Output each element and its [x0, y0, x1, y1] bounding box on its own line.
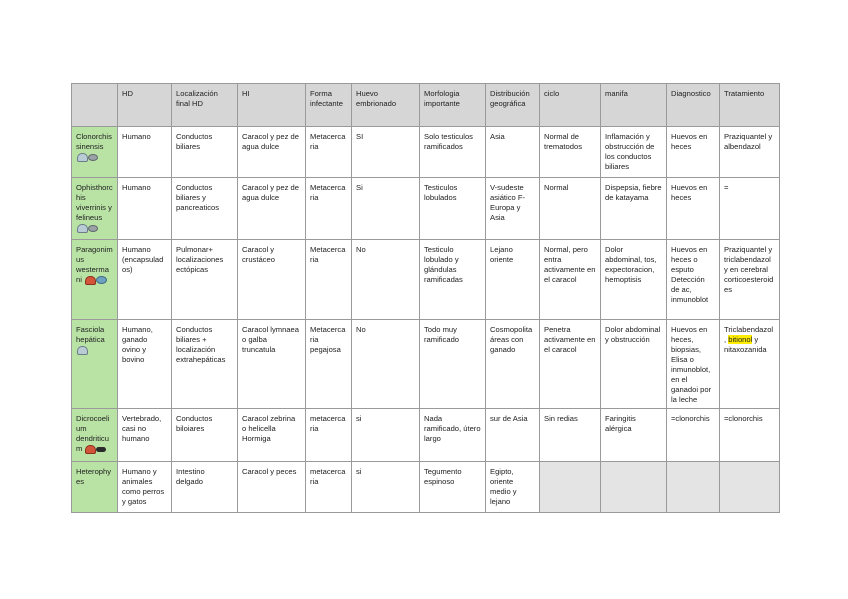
cell-huevo-embrionado: si [352, 462, 420, 513]
species-cell [72, 409, 118, 462]
highlighted-text: bitionol [728, 335, 753, 345]
header-row [72, 84, 780, 127]
cell-morfologia: Testiculos lobulados [420, 178, 486, 240]
cell-ciclo: Normal, pero entra activamente en el caracol [540, 240, 601, 320]
header-cell-diagnostico: Diagnostico [667, 84, 720, 127]
host-icons [85, 275, 107, 285]
species-name: Paragonimus westermani [76, 245, 113, 285]
snail-icon [77, 224, 88, 233]
cell-tratamiento [720, 320, 780, 409]
cell-manifa: Dispepsia, fiebre de katayama [601, 178, 667, 240]
cell-hd: Humano (encapsulados) [118, 240, 172, 320]
fish-icon [88, 154, 98, 161]
cell-ciclo: Normal de trematodos [540, 127, 601, 178]
red-snail-icon [85, 445, 96, 454]
header-cell-corner [72, 84, 118, 127]
cell-forma-infectante: Metacercaria [306, 127, 352, 178]
parasite-comparison-table [71, 83, 780, 513]
cell-morfologia: Nada ramificado, útero largo [420, 409, 486, 462]
cell-hi: Caracol zebrina o helicella Hormiga [238, 409, 306, 462]
cell-tratamiento: Praziquantel y albendazol [720, 127, 780, 178]
table-row [72, 240, 780, 320]
header-cell-ciclo: ciclo [540, 84, 601, 127]
cell-manifa: Dolor abdominal, tos, expectoracion, hemoptisis [601, 240, 667, 320]
cell-ciclo: Normal [540, 178, 601, 240]
ant-icon [96, 447, 106, 452]
cell-diagnostico-empty [667, 462, 720, 513]
cell-diagnostico: Huevos en heces, biopsias, Elisa o inmunoblot, en el ganadoi por la leche [667, 320, 720, 409]
host-icons [77, 345, 88, 355]
species-cell [72, 127, 118, 178]
cell-hi: Caracol y crustáceo [238, 240, 306, 320]
cell-morfologia: Tegumento espinoso [420, 462, 486, 513]
header-cell-tratamiento: Tratamiento [720, 84, 780, 127]
cell-localizacion: Intestino delgado [172, 462, 238, 513]
cell-huevo-embrionado: SI [352, 127, 420, 178]
cell-morfologia: Todo muy ramificado [420, 320, 486, 409]
cell-manifa: Dolor abdominal y obstrucción [601, 320, 667, 409]
cell-hi: Caracol y pez de agua dulce [238, 178, 306, 240]
table-row [72, 409, 780, 462]
cell-huevo-embrionado: si [352, 409, 420, 462]
cell-hd: Vertebrado, casi no humano [118, 409, 172, 462]
cell-diagnostico: Huevos en heces o esputo Detección de ac, inmunoblot [667, 240, 720, 320]
species-name: Heterophyes [76, 467, 112, 487]
cell-hi: Caracol y peces [238, 462, 306, 513]
cell-huevo-embrionado: No [352, 320, 420, 409]
cell-manifa: Faringitis alérgica [601, 409, 667, 462]
species-name: Fasciola hepática [76, 325, 105, 345]
header-cell-hd: HD [118, 84, 172, 127]
cell-forma-infectante: Metacercaria [306, 240, 352, 320]
cell-manifa: Inflamación y obstrucción de los conductos biliares [601, 127, 667, 178]
cell-tratamiento: = [720, 178, 780, 240]
cell-distribucion: Egipto, oriente medio y lejano [486, 462, 540, 513]
species-cell [72, 320, 118, 409]
header-cell-hi: HI [238, 84, 306, 127]
species-name: Dicrocoelium dendriticum [76, 414, 110, 454]
cell-hi: Caracol y pez de agua dulce [238, 127, 306, 178]
snail-icon [77, 153, 88, 162]
cell-distribucion: Lejano oriente [486, 240, 540, 320]
cell-localizacion: Conductos biliares y pancreaticos [172, 178, 238, 240]
cell-localizacion: Conductos biliares [172, 127, 238, 178]
table-row [72, 127, 780, 178]
cell-tratamiento: =clonorchis [720, 409, 780, 462]
cell-diagnostico: =clonorchis [667, 409, 720, 462]
cell-hd: Humano, ganado ovino y bovino [118, 320, 172, 409]
host-icons [77, 223, 98, 233]
cell-manifa-empty [601, 462, 667, 513]
cell-distribucion: Cosmopolita áreas con ganado [486, 320, 540, 409]
species-cell [72, 178, 118, 240]
header-cell-forma-infectante: Forma infectante [306, 84, 352, 127]
cell-morfologia: Testiculo lobulado y glándulas ramificadas [420, 240, 486, 320]
table-row [72, 178, 780, 240]
cell-forma-infectante: metacercaria [306, 409, 352, 462]
cell-forma-infectante: metacercaria [306, 462, 352, 513]
header-cell-huevo-embrionado: Huevo embrionado [352, 84, 420, 127]
species-name: Ophisthorchis viverrinis y felineus [76, 183, 113, 223]
cell-tratamiento: Praziquantel y triclabendazol y en cerebral corticoesteroides [720, 240, 780, 320]
cell-localizacion: Conductos biliares + localización extrahepáticas [172, 320, 238, 409]
red-snail-icon [85, 276, 96, 285]
cell-morfologia: Solo testiculos ramificados [420, 127, 486, 178]
crab-icon [96, 276, 107, 284]
cell-localizacion: Pulmonar+ localizaciones ectópicas [172, 240, 238, 320]
species-cell [72, 462, 118, 513]
cell-hd: Humano [118, 178, 172, 240]
cell-forma-infectante: Metacercaria pegajosa [306, 320, 352, 409]
snail-icon [77, 346, 88, 355]
cell-ciclo-empty [540, 462, 601, 513]
cell-ciclo: Penetra activamente en el caracol [540, 320, 601, 409]
cell-distribucion: V-sudeste asiático F-Europa y Asia [486, 178, 540, 240]
host-icons [77, 152, 98, 162]
cell-huevo-embrionado: Si [352, 178, 420, 240]
cell-tratamiento-empty [720, 462, 780, 513]
fish-icon [88, 225, 98, 232]
cell-ciclo: Sin redias [540, 409, 601, 462]
tratamiento-text-before: Triclabendazol, [724, 325, 774, 345]
cell-diagnostico: Huevos en heces [667, 178, 720, 240]
tratamiento-text-after: y nitaxozanida [724, 335, 767, 355]
host-icons [85, 444, 106, 454]
species-name: Clonorchis sinensis [76, 132, 112, 152]
cell-localizacion: Conductos biloiares [172, 409, 238, 462]
header-cell-manifa: manifa [601, 84, 667, 127]
cell-forma-infectante: Metacercaria [306, 178, 352, 240]
header-cell-distribucion: Distribución geográfica [486, 84, 540, 127]
cell-distribucion: Asia [486, 127, 540, 178]
table-row [72, 320, 780, 409]
cell-hd: Humano y animales como perros y gatos [118, 462, 172, 513]
header-cell-morfologia: Morfologia importante [420, 84, 486, 127]
cell-diagnostico: Huevos en heces [667, 127, 720, 178]
table-row [72, 462, 780, 513]
cell-hi: Caracol lymnaea o galba truncatula [238, 320, 306, 409]
header-cell-localizacion: Localización final HD [172, 84, 238, 127]
cell-huevo-embrionado: No [352, 240, 420, 320]
cell-hd: Humano [118, 127, 172, 178]
cell-distribucion: sur de Asia [486, 409, 540, 462]
species-cell [72, 240, 118, 320]
